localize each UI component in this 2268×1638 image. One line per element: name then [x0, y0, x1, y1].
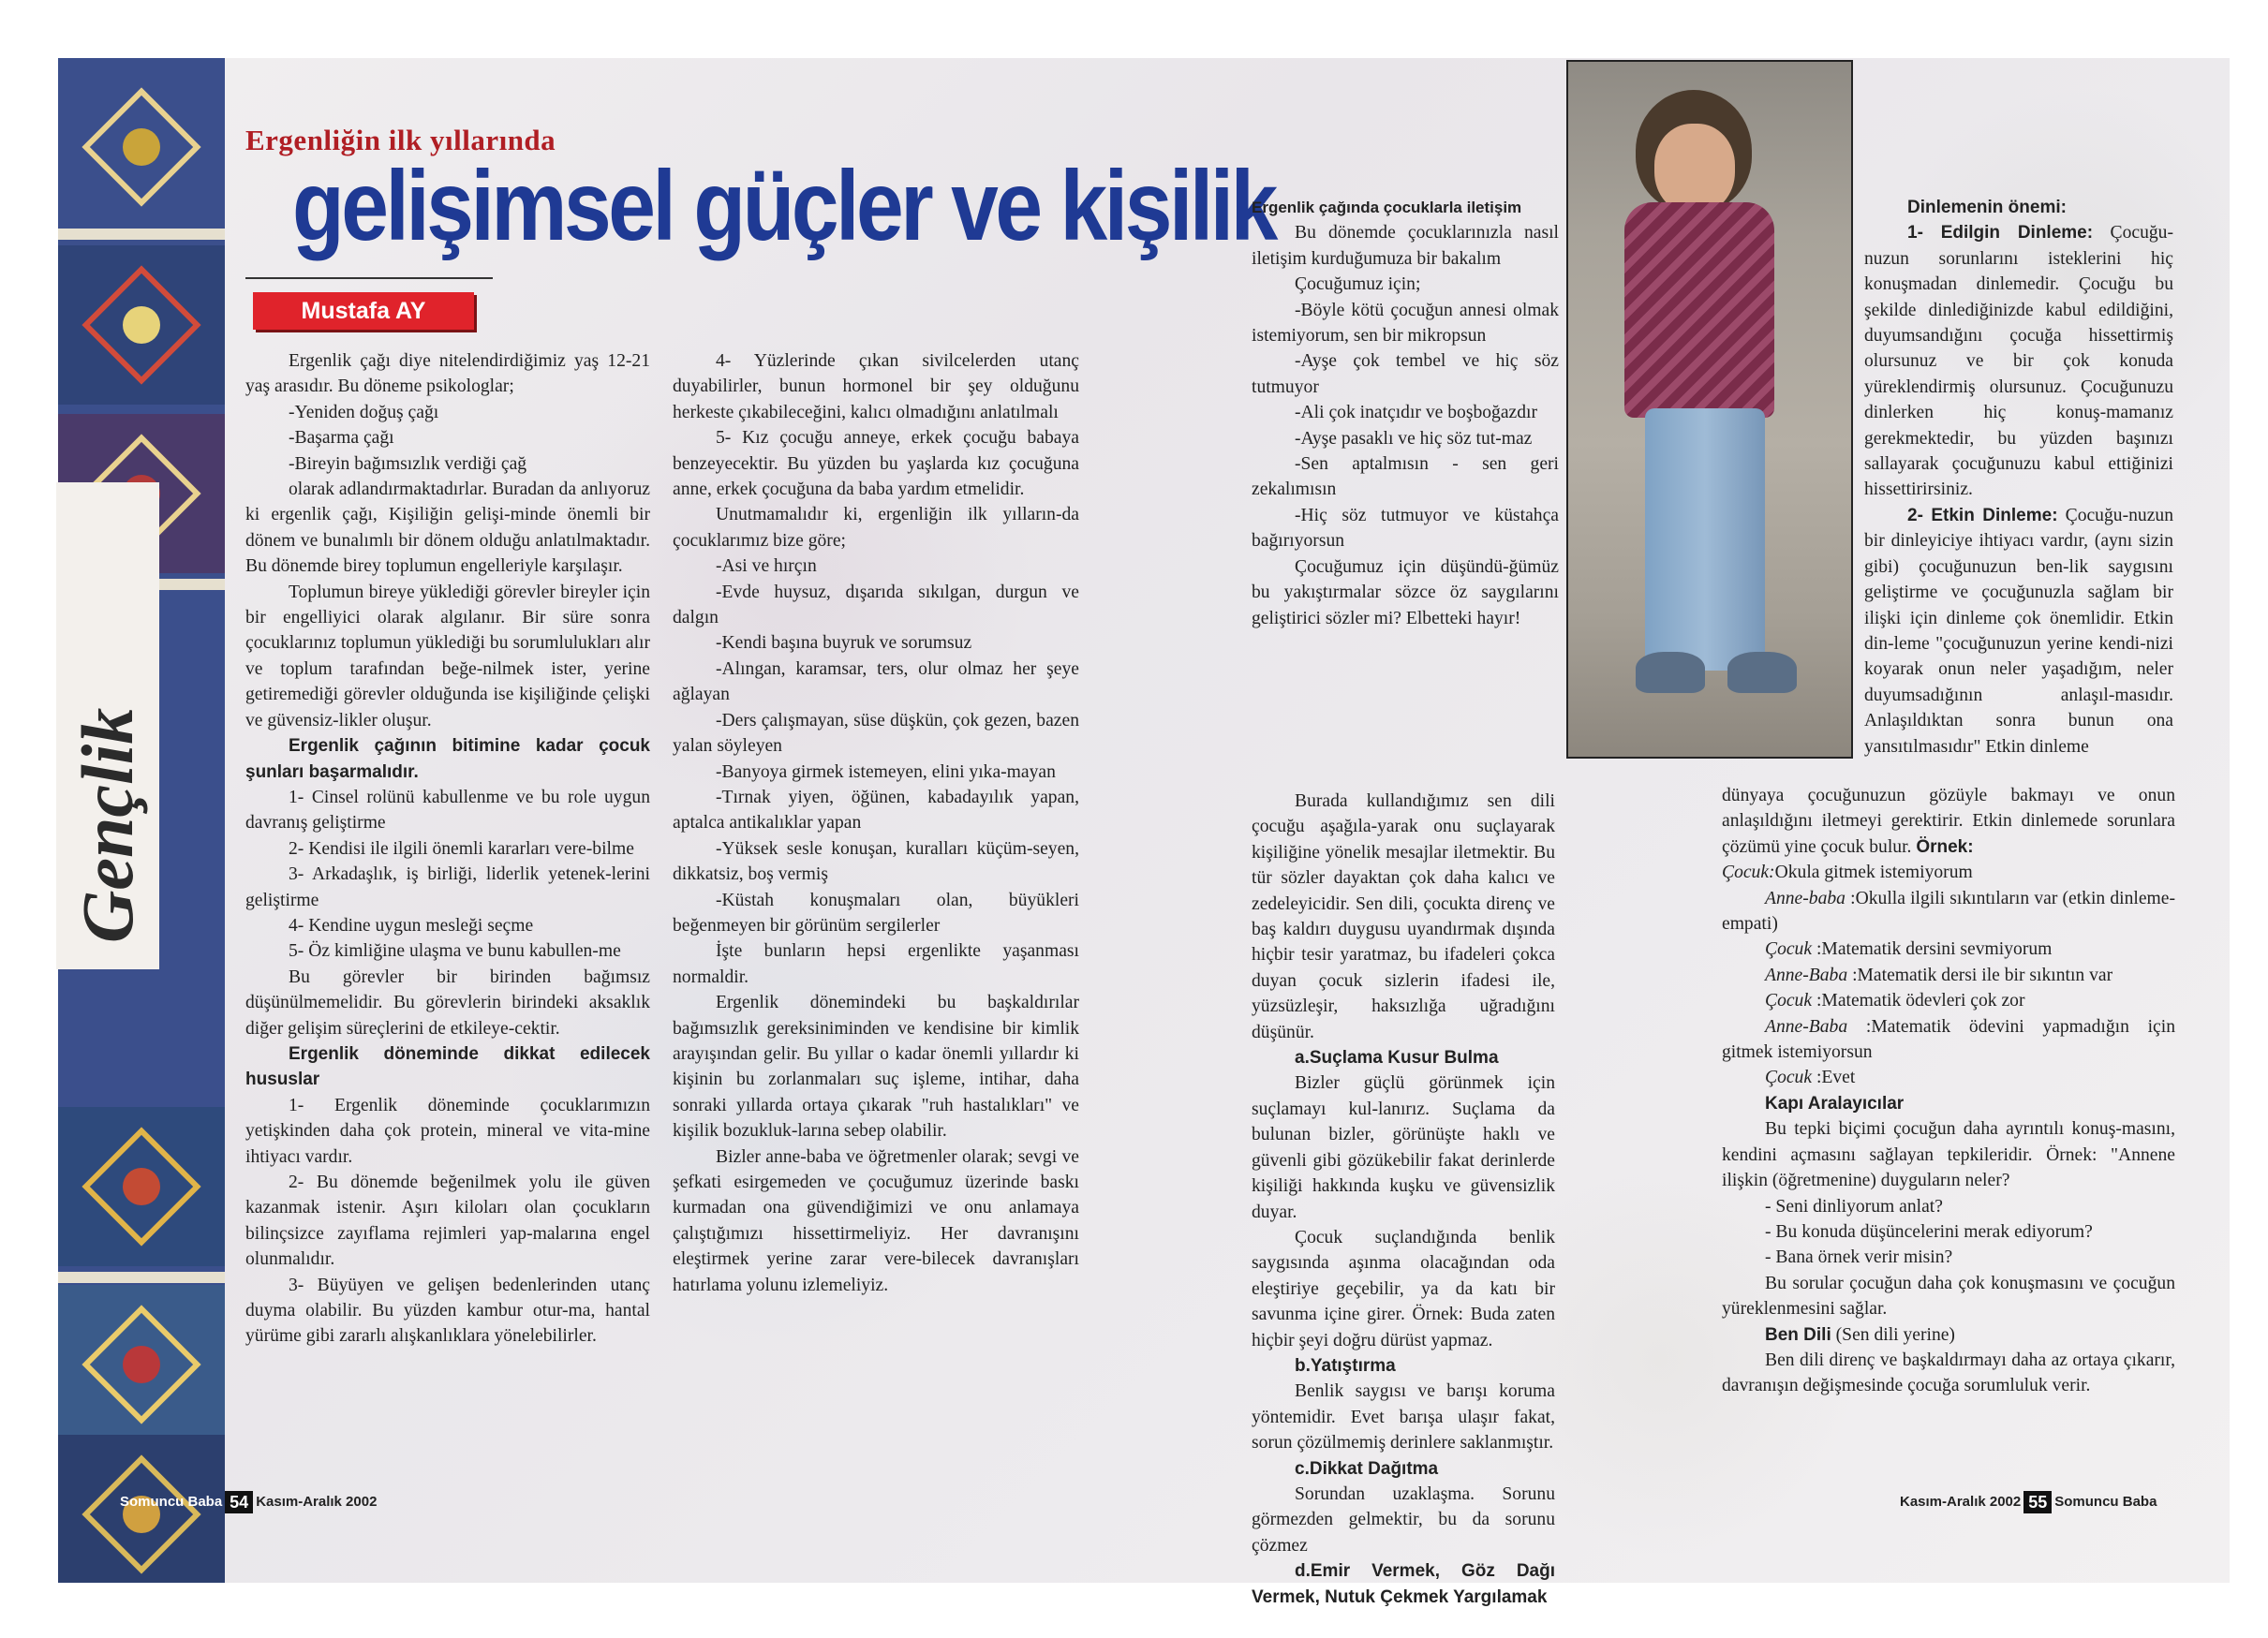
paragraph: Sorundan uzaklaşma. Sorunu görmezden gelmektir, bu da sorunu çözmez	[1252, 1483, 1555, 1556]
inline-heading: 2- Etkin Dinleme:	[1907, 505, 2058, 525]
photo-shoe	[1636, 652, 1705, 693]
paragraph: Çocuk suçlandığında benlik saygısında aşınma olacağından oda eleştiriye geçebilir, ya da katı bir savunma içine girer. Örnek: Buda zaten hiçbir şeyi doğru dürüst yapmaz.	[1252, 1227, 1555, 1350]
article-column-2	[673, 348, 1079, 1298]
inline-heading: Ben Dili	[1765, 1324, 1831, 1345]
article-column-4	[1864, 195, 2173, 760]
paragraph: 4- Yüzlerinde çıkan sivilcelerden utanç duyabilirler, bunun hormonel bir şey olduğunu herkeste çıkabileceğini, kalıcı olmadığını anlatılmalı	[673, 351, 1079, 422]
paragraph: Bu sorular çocuğun daha çok konuşmasını ve çocuğun yüreklenmesini sağlar.	[1722, 1273, 2175, 1320]
list-item: -Ali çok inatçıdır ve boşboğazdır	[1295, 403, 1537, 423]
subheading: d.Emir Vermek, Göz Dağı Vermek, Nutuk Çekmek Yargılamak	[1252, 1561, 1555, 1607]
dialogue-text: Okula gitmek istemiyorum	[1774, 863, 1973, 883]
list-item: -Ders çalışmayan, süse düşkün, çok gezen, bazen yalan söyleyen	[673, 710, 1079, 757]
paragraph: Bu görevler bir birinden bağımsız düşünülmemelidir. Bu görevlerin birindeki aksaklık diğer gelişim süreçlerini de etkileye-cektir.	[245, 967, 650, 1039]
subheading: Ergenlik döneminde dikkat edilecek hususlar	[245, 1043, 650, 1090]
dialogue-line	[1722, 886, 2175, 937]
list-item: 2- Kendisi ile ilgili önemli kararları vere-bilme	[289, 838, 634, 859]
speaker: Çocuk:	[1722, 863, 1775, 883]
dialogue-text: :Okulla ilgili sıkıntıların var (etkin dinleme-empati)	[1722, 888, 2175, 935]
paragraph: 5- Kız çocuğu anneye, erkek çocuğu babaya benzeyecektir. Bu yüzden bu yaşlarda kız çocuğuna anne, erkek çocuğuna da baba yardım etmelidir.	[673, 428, 1079, 500]
inline-heading: 1- Edilgin Dinleme:	[1907, 223, 2094, 243]
photo-sweater	[1624, 202, 1774, 418]
list-item: -Yüksek sesle konuşan, kuralları küçüm-seyen, dikkatsiz, boş vermiş	[673, 838, 1079, 885]
paragraph: Toplumun bireye yüklediği görevler bireyler için bir engelliyici olarak algılanır. Bir süre sonra çocuklarınız toplumun yüklediği bu sorumlulukları alır ve toplum tarafından beğe-nilmek ister, yerine getiremediği görevler olduğunda ise kişiliğinde çelişki ve güvensiz-likler oluşur.	[245, 582, 650, 730]
subheading: a.Suçlama Kusur Bulma	[1295, 1048, 1499, 1069]
magazine-name: Somuncu Baba	[2054, 1494, 2157, 1510]
page-number: 54	[225, 1491, 253, 1513]
speaker: Anne-baba	[1765, 888, 1846, 908]
article-column-1	[245, 348, 650, 1350]
list-item: 3- Büyüyen ve gelişen bedenlerinden utanç duyma olabilir. Bu yüzden kambur otur-ma, hantal yürüme gibi zararlı alışkanlıklara yönelebilirler.	[245, 1275, 650, 1347]
article-column-3	[1252, 195, 1559, 631]
paragraph	[1722, 1322, 2175, 1348]
issue-date: Kasım-Aralık 2002	[256, 1494, 378, 1510]
list-item: -Evde huysuz, dışarıda sıkılgan, durgun ve dalgın	[673, 582, 1079, 628]
child-photo	[1566, 60, 1853, 759]
list-item: -Banyoya girmek istemeyen, elini yıka-mayan	[716, 761, 1056, 782]
magazine-name: Somuncu Baba	[120, 1494, 223, 1510]
paragraph: Benlik saygısı ve barışı koruma yöntemidir. Evet barışa ulaşır fakat, sorun çözülmemiş derinlere saklanmıştır.	[1252, 1381, 1555, 1454]
page-number: 55	[2023, 1491, 2052, 1513]
paragraph: Bu tepki biçimi çocuğun daha ayrıntılı konuş-masını, kendini açmasını sağlayan tepkileridir. Örnek: "Annene ilişkin (öğretmenine) duyguların neler?	[1722, 1119, 2175, 1191]
list-item: - Seni dinliyorum anlat?	[1765, 1196, 1943, 1217]
headline: gelişimsel güçler ve kişilik	[292, 151, 1275, 261]
paragraph: Ergenlik çağı diye nitelendirdiğimiz yaş 12-21 yaş arasıdır. Bu döneme psikologlar;	[245, 351, 650, 397]
speaker: Anne-Baba	[1765, 965, 1848, 985]
subheading: Ergenlik çağında çocuklarla iletişim	[1252, 199, 1522, 216]
kicker-title: Ergenliğin ilk yıllarında	[245, 124, 556, 156]
list-item: -Ayşe çok tembel ve hiç söz tutmuyor	[1252, 351, 1559, 397]
paragraph: Ben dili direnç ve başkaldırmayı daha az ortaya çıkarır, davranışın değişmesinde çocuğa sorumluluk verir.	[1722, 1350, 2175, 1396]
dialogue-line	[1722, 1065, 2175, 1090]
photo-shoe	[1727, 652, 1797, 693]
photo-pants	[1645, 408, 1765, 671]
paragraph: Bu dönemde çocuklarınızla nasıl iletişim kurduğumuza bir bakalım	[1252, 223, 1559, 269]
mosaic-band	[58, 1272, 225, 1283]
dialogue-line	[1722, 1014, 2175, 1066]
paragraph	[1864, 220, 2173, 502]
mosaic-tile	[58, 245, 225, 405]
list-item: -Ayşe pasaklı ve hiç söz tut-maz	[1295, 428, 1533, 449]
paragraph: Ergenlik dönemindeki bu başkaldırılar bağımsızlık gereksiniminden ve kendisine bir kimlik arayışından gelir. Bu yıllar o kadar önemli yıllardır ki kişinin bu zorlanmaları suç işleme, intihar, daha sonraki yıllarda ortaya çıkarak "ruh hastalıkları" ve kişilik bozukluk-larına sebep olabilir.	[673, 993, 1079, 1142]
speaker: Çocuk	[1765, 1068, 1813, 1088]
list-item: -Yeniden doğuş çağı	[289, 402, 439, 422]
paragraph-text: (Sen dili yerine)	[1835, 1324, 1955, 1345]
paragraph-text: Çocuğu-nuzun sorunlarını isteklerini hiç konuşmadan dinlemedir. Çocuğu bu şekilde dinlediğinizde kabul edildiğini, duyumsandığını çocuğa hissettirmiş olursunuz ve bir çok konuda yüreklendirmiş olursunuz. Çocuğunuzu dinlerken hiç konuş-mamanız gerekmektedir, bu yüzden başınızı sallayarak çocuğunuzu kabul ettiğinizi hissettirirsiniz.	[1864, 223, 2173, 500]
dialogue-line	[1722, 988, 2175, 1013]
paragraph: Burada kullandığımız sen dili çocuğu aşağıla-yarak onu suçlayarak kişiliğine yönelik mesajlar iletmektir. Bu tür sözler dayaktan çok daha kalıcı ve zedeleyicidir. Sen dili, çocukta direnç ve baş kaldırı duygusu uyandırmak dışında hiçbir tesir yaratmaz, bu ifadeleri çokca duyan çocuk sizlerin ifadesi ile, yüzsüzleşir, haksızlığa uğradığını düşünür.	[1252, 791, 1555, 1042]
dialogue-text: :Matematik dersi ile bir sıkıntın var	[1852, 965, 2113, 985]
list-item: 3- Arkadaşlık, iş birliği, liderlik yetenek-lerini geliştirme	[245, 864, 650, 910]
list-item: -Küstah konuşmaları olan, büyükleri beğenmeyen bir görünüm sergilerler	[673, 890, 1079, 936]
footer-left	[120, 1491, 377, 1513]
mosaic-tile	[58, 1107, 225, 1266]
list-item: - Bana örnek verir misin?	[1765, 1247, 1953, 1268]
subheading: b.Yatıştırma	[1295, 1355, 1396, 1376]
dialogue-text: :Matematik ödevleri çok zor	[1816, 991, 2025, 1011]
paragraph	[1722, 783, 2175, 860]
author-rule	[245, 277, 493, 279]
list-item: -Asi ve hırçın	[716, 556, 817, 577]
inline-heading: Örnek:	[1916, 836, 1974, 857]
list-item: -Hiç söz tutmuyor ve küstahça bağırıyorsun	[1252, 505, 1559, 552]
speaker: Çocuk	[1765, 939, 1813, 960]
paragraph: Çocuğumuz için düşündü-ğümüz bu yakıştırmalar sözce öz saygılarını geliştirici sözler mi? Elbetteki hayır!	[1252, 556, 1559, 628]
speaker: Çocuk	[1765, 991, 1813, 1011]
list-item: - Bu konuda düşüncelerini merak ediyorum?	[1765, 1221, 2093, 1242]
paragraph: Bizler anne-baba ve öğretmenler olarak; sevgi ve şefkati esirgemeden ve çocuğumuz üzerinde baskı kurmadan ona güvendiğimizi ve onu anlamaya çalıştığımızı hissettirmeliyiz. Her davranışını eleştirmek yerine zarar vere-bilecek davranışları hatırlama yolunu izlemeliyiz.	[673, 1146, 1079, 1295]
paragraph: İşte bunların hepsi ergenlikte yaşanması normaldir.	[673, 941, 1079, 987]
speaker: Anne-Baba	[1765, 1016, 1848, 1037]
list-item: -Bireyin bağımsızlık verdiği çağ	[289, 453, 527, 474]
mosaic-band	[58, 229, 225, 240]
paragraph: Bizler güçlü görünmek için suçlamayı kul-lanırız. Suçlama da bulunan bizler, görünüşte haklı ve güvenli gibi gözükebilir fakat derinlerde kişiliği hakkında kuşku ve güvensizlik duyar.	[1252, 1073, 1555, 1222]
subheading: Dinlemenin önemi:	[1907, 198, 2067, 217]
list-item: 5- Öz kimliğine ulaşma ve bunu kabullen-me	[289, 941, 621, 962]
section-label: Gençlik	[56, 482, 159, 969]
list-item: 1- Cinsel rolünü kabullenme ve bu role uygun davranış geliştirme	[245, 787, 650, 834]
subheading: Kapı Aralayıcılar	[1765, 1093, 1905, 1114]
paragraph: olarak adlandırmaktadırlar. Buradan da anlıyoruz ki ergenlik çağı, Kişiliğin gelişi-minde önemli bir dönem ve bunalımlı bir dönem olduğu anlatılmaktadır. Bu dönemde birey toplumun engelleriyle karşılaşır.	[245, 480, 650, 577]
paragraph	[1864, 503, 2173, 760]
author-byline: Mustafa AY	[253, 292, 474, 330]
paragraph: Unutmamalıdır ki, ergenliğin ilk yılların-da çocuklarımız bize göre;	[673, 505, 1079, 551]
list-item: -Alıngan, karamsar, ters, olur olmaz her şeye ağlayan	[673, 658, 1079, 705]
list-item: 4- Kendine uygun mesleği seçme	[289, 915, 534, 936]
dialogue-line	[1722, 963, 2175, 988]
subheading: Ergenlik çağının bitimine kadar çocuk şunları başarmalıdır.	[245, 736, 650, 782]
list-item: -Başarma çağı	[289, 428, 394, 449]
article-column-3-lower	[1252, 789, 1555, 1610]
dialogue-text: :Matematik dersini sevmiyorum	[1816, 939, 2053, 960]
dialogue-line	[1722, 937, 2175, 962]
paragraph-text: dünyaya çocuğunuzun gözüyle bakmayı ve onun anlaşıldığını iletmeyi gerektirir. Etkin dinlemede sorunlara çözümü yine çocuk bulur.	[1722, 786, 2175, 857]
paragraph: Çocuğumuz için;	[1295, 274, 1421, 295]
photo-face	[1654, 124, 1735, 214]
dialogue-line	[1722, 860, 2175, 885]
list-item: -Sen aptalmısın - sen geri zekalımısın	[1252, 454, 1559, 500]
dialogue-text: :Evet	[1816, 1068, 1856, 1088]
mosaic-tile	[58, 67, 225, 227]
article-column-4-lower	[1722, 783, 2175, 1399]
list-item: 1- Ergenlik döneminde çocuklarımızın yetişkinden daha çok protein, mineral ve vita-mine ihtiyacı vardır.	[245, 1095, 650, 1167]
paragraph-text: Çocuğu-nuzun bir dinleyiciye ihtiyacı vardır, (aynı sizin gibi) çocuğunuzun ben-lik saygısını geliştirme ve çocuğunuzla sağlam bir ilişki için dinleme çok önemlidir. Etkin din-leme "çocuğunuzun yerine kendi-nizi koyarak onun neler yaşadığım, neler duyumsadığının anlaşıl-masıdır. Anlaşıldıktan sonra bunun ona yansıtılmasıdır" Etkin dinleme	[1864, 505, 2173, 757]
list-item: -Tırnak yiyen, öğünen, kabadayılık yapan, aptalca antikalıklar yapan	[673, 787, 1079, 834]
subheading: c.Dikkat Dağıtma	[1295, 1458, 1439, 1479]
list-item: 2- Bu dönemde beğenilmek yolu ile güven kazanmak istenir. Aşırı kiloları olan çocukların bilinçsizce zayıflama rejimleri yap-malarına engel olunmalıdır.	[245, 1173, 650, 1270]
list-item: -Kendi başına buyruk ve sorumsuz	[716, 633, 972, 654]
issue-date: Kasım-Aralık 2002	[1900, 1494, 2022, 1510]
footer-right	[1900, 1491, 2157, 1513]
mosaic-tile	[58, 1285, 225, 1444]
list-item: -Böyle kötü çocuğun annesi olmak istemiyorum, sen bir mikropsun	[1252, 300, 1559, 347]
dialogue-text: :Matematik ödevini yapmadığın için gitmek istemiyorsun	[1722, 1016, 2175, 1063]
